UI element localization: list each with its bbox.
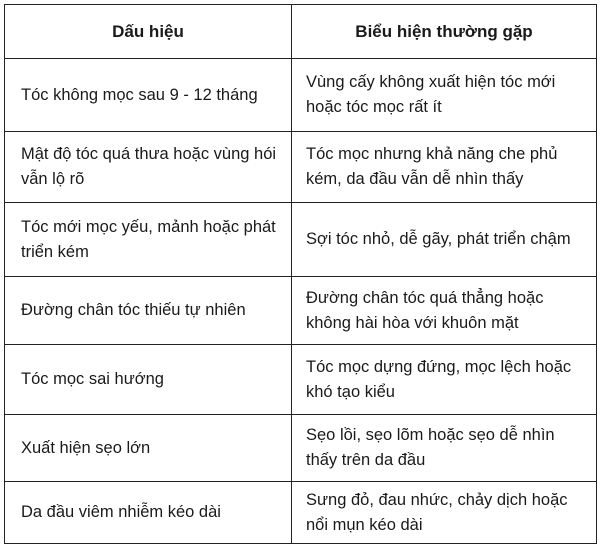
header-row (5, 5, 597, 59)
table-row (5, 345, 597, 415)
manifestation-cell: Sưng đỏ, đau nhức, chảy dịch hoặc nổi mụn kéo dài (292, 482, 597, 544)
table-row (5, 203, 597, 277)
column-header-sign: Dấu hiệu (5, 5, 292, 59)
manifestation-cell: Tóc mọc dựng đứng, mọc lệch hoặc khó tạo kiểu (292, 345, 597, 415)
table-row (5, 59, 597, 132)
table-header (5, 5, 597, 59)
table-row (5, 132, 597, 203)
sign-cell: Tóc mọc sai hướng (5, 345, 292, 415)
column-header-manifestation: Biểu hiện thường gặp (292, 5, 597, 59)
signs-table (4, 4, 597, 544)
sign-cell: Tóc không mọc sau 9 - 12 tháng (5, 59, 292, 132)
table-row (5, 482, 597, 544)
manifestation-cell: Sẹo lồi, sẹo lõm hoặc sẹo dễ nhìn thấy trên da đầu (292, 415, 597, 482)
table-row (5, 277, 597, 345)
manifestation-cell: Vùng cấy không xuất hiện tóc mới hoặc tóc mọc rất ít (292, 59, 597, 132)
sign-cell: Xuất hiện sẹo lớn (5, 415, 292, 482)
sign-cell: Da đầu viêm nhiễm kéo dài (5, 482, 292, 544)
table-row (5, 415, 597, 482)
sign-cell: Mật độ tóc quá thưa hoặc vùng hói vẫn lộ rõ (5, 132, 292, 203)
sign-cell: Đường chân tóc thiếu tự nhiên (5, 277, 292, 345)
sign-cell: Tóc mới mọc yếu, mảnh hoặc phát triển kém (5, 203, 292, 277)
manifestation-cell: Đường chân tóc quá thẳng hoặc không hài hòa với khuôn mặt (292, 277, 597, 345)
manifestation-cell: Sợi tóc nhỏ, dễ gãy, phát triển chậm (292, 203, 597, 277)
table-body (5, 59, 597, 544)
manifestation-cell: Tóc mọc nhưng khả năng che phủ kém, da đầu vẫn dễ nhìn thấy (292, 132, 597, 203)
